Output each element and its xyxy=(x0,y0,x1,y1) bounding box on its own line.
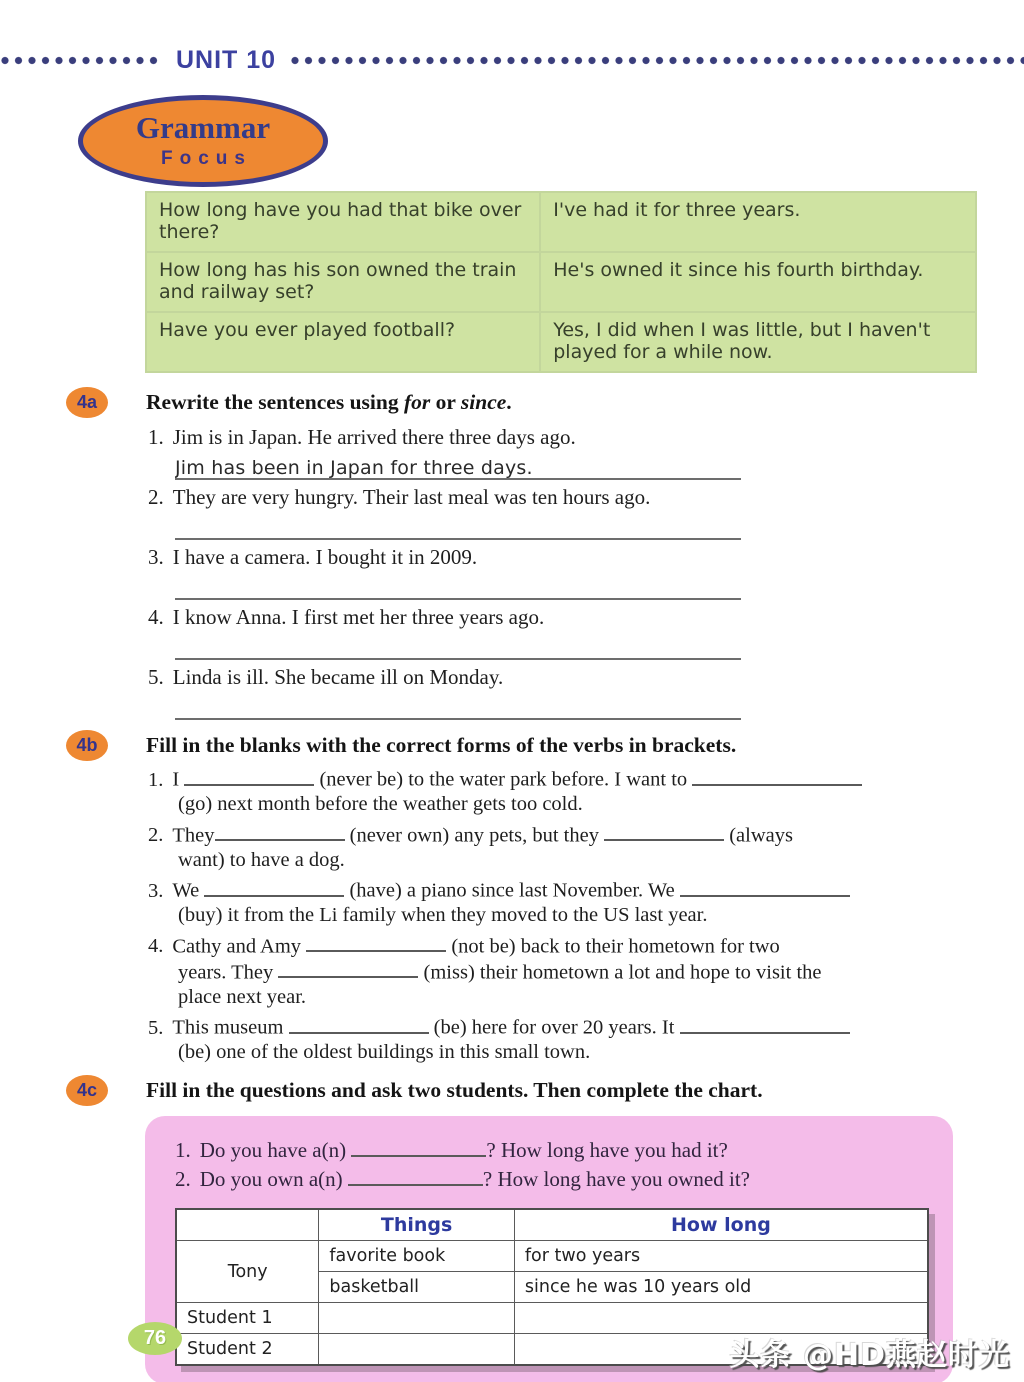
section-4a-header xyxy=(66,387,1024,418)
item-number: 5. xyxy=(148,1016,164,1039)
item-number: 5. xyxy=(148,665,164,690)
item-number: 3. xyxy=(148,545,164,570)
table-row xyxy=(146,312,976,372)
sentence-text: I have a camera. I bought it in 2009. xyxy=(172,545,478,570)
table-row xyxy=(176,1241,928,1272)
item-number: 1. xyxy=(148,425,164,450)
sentence-text: They are very hungry. Their last meal was ten hours ago. xyxy=(172,485,651,510)
answer-line xyxy=(175,630,741,660)
things-header-cell: Things xyxy=(319,1209,515,1241)
howlong-cell: since he was 10 years old xyxy=(514,1272,928,1303)
answer-blank xyxy=(306,933,446,952)
empty-cell xyxy=(514,1303,928,1334)
table-row xyxy=(176,1303,928,1334)
sentence xyxy=(148,664,986,690)
item-number: 1. xyxy=(148,768,164,791)
thing-cell: basketball xyxy=(319,1272,515,1303)
sentence-text: (not be) back to their hometown for two xyxy=(451,935,780,958)
answer-blank xyxy=(604,822,724,841)
question-cell: How long have you had that bike over there? xyxy=(146,192,540,252)
sentence-text: years. They xyxy=(178,961,274,984)
title-italic-word: since xyxy=(460,390,507,415)
grammar-focus-table xyxy=(145,191,977,373)
sentence xyxy=(148,544,986,570)
sentence-text: This museum xyxy=(172,1016,284,1039)
title-italic-word: for xyxy=(403,390,431,415)
table-row xyxy=(146,252,976,312)
exercise-item xyxy=(148,604,986,660)
empty-cell xyxy=(319,1303,515,1334)
section-4b-items xyxy=(148,766,988,1064)
question-cell: How long has his son owned the train and railway set? xyxy=(146,252,540,312)
answer-blank xyxy=(215,822,345,841)
sentence-text: They xyxy=(172,824,215,847)
dotted-rule-left xyxy=(0,55,162,66)
name-cell: Student 1 xyxy=(176,1303,319,1334)
question-cell: Have you ever played football? xyxy=(146,312,540,372)
item-number: 3. xyxy=(148,879,164,902)
grammar-focus-word-focus: Focus xyxy=(161,148,252,169)
answer-cell: Yes, I did when I was little, but I haven't played for a while now. xyxy=(540,312,976,372)
exercise-item xyxy=(148,822,988,872)
unit-title: UNIT 10 xyxy=(176,46,277,74)
sentence-text: I know Anna. I first met her three years ago. xyxy=(172,605,545,630)
answer-line xyxy=(175,570,741,600)
sentence-text: Linda is ill. She became ill on Monday. xyxy=(172,665,504,690)
sentence-text: (miss) their hometown a lot and hope to visit the xyxy=(423,961,822,984)
item-number: 2. xyxy=(175,1166,191,1191)
answer-blank xyxy=(184,766,314,785)
empty-cell xyxy=(319,1334,515,1365)
exercise-item xyxy=(148,933,988,1009)
section-4c-title: Fill in the questions and ask two students. Then complete the chart. xyxy=(146,1077,763,1102)
section-4a-badge: 4a xyxy=(66,387,108,418)
item-number: 1. xyxy=(175,1137,191,1162)
section-4a-items xyxy=(148,424,986,720)
table-header-row xyxy=(176,1209,928,1241)
answer-blank xyxy=(692,766,862,785)
chart-question xyxy=(175,1165,929,1194)
handwritten-answer: Jim has been in Japan for three days. xyxy=(175,457,533,480)
sentence-text: (go) next month before the weather gets too cold. xyxy=(178,793,583,816)
sentence-text: Cathy and Amy xyxy=(172,935,302,958)
item-number: 2. xyxy=(148,485,164,510)
answer-line xyxy=(175,510,741,540)
exercise-item xyxy=(148,877,988,927)
answer-line xyxy=(175,450,741,480)
exercise-item xyxy=(148,484,986,540)
grammar-focus-word-grammar: Grammar xyxy=(135,110,271,145)
sentence-text: (never be) to the water park before. I want to xyxy=(319,768,688,791)
section-4c-badge: 4c xyxy=(66,1075,108,1106)
name-cell: Tony xyxy=(176,1241,319,1303)
answer-cell: I've had it for three years. xyxy=(540,192,976,252)
answer-blank xyxy=(204,877,344,896)
empty-header-cell xyxy=(176,1209,319,1241)
sentence-text: (be) here for over 20 years. It xyxy=(433,1016,675,1039)
sentence-text: (be) one of the oldest buildings in this small town. xyxy=(178,1041,591,1063)
howlong-header-cell: How long xyxy=(514,1209,928,1241)
title-text: . xyxy=(506,390,512,415)
answer-cell: He's owned it since his fourth birthday. xyxy=(540,252,976,312)
page-number-badge: 76 xyxy=(128,1322,182,1355)
section-4b-title: Fill in the blanks with the correct forms of the verbs in brackets. xyxy=(146,733,737,758)
sentence xyxy=(148,484,986,510)
sentence-text: (never own) any pets, but they xyxy=(349,824,599,847)
answer-blank xyxy=(278,959,418,978)
title-text: or xyxy=(435,390,456,415)
section-4a-title xyxy=(146,390,512,415)
answer-blank xyxy=(680,1014,850,1033)
table-row xyxy=(146,192,976,252)
sentence xyxy=(148,604,986,630)
answer-blank xyxy=(351,1137,486,1157)
thing-cell: favorite book xyxy=(319,1241,515,1272)
sentence xyxy=(148,424,986,450)
question-text: ? How long have you had it? xyxy=(486,1137,728,1162)
title-text: Rewrite the sentences using xyxy=(146,390,399,415)
question-text: ? How long have you owned it? xyxy=(482,1166,750,1191)
sentence-text: We xyxy=(172,879,200,902)
exercise-item xyxy=(148,424,986,480)
question-text: Do you own a(n) xyxy=(199,1166,343,1191)
chart-question xyxy=(175,1136,929,1165)
grammar-focus-badge xyxy=(78,95,328,187)
name-cell: Student 2 xyxy=(176,1334,319,1365)
unit-header xyxy=(0,0,1024,75)
item-number: 2. xyxy=(148,824,164,847)
exercise-item xyxy=(148,1014,988,1064)
exercise-item xyxy=(148,664,986,720)
sentence-text: I xyxy=(172,768,180,791)
sentence-text: (always xyxy=(729,824,793,847)
question-text: Do you have a(n) xyxy=(199,1137,347,1162)
sentence-text: want) to have a dog. xyxy=(178,848,345,871)
dotted-rule-right xyxy=(290,55,1024,66)
sentence-text: Jim is in Japan. He arrived there three days ago. xyxy=(172,425,576,450)
sentence-text: (have) a piano since last November. We xyxy=(349,879,675,902)
item-number: 4. xyxy=(148,605,164,630)
answer-line xyxy=(175,690,741,720)
section-4b-header xyxy=(66,730,1024,761)
answer-blank xyxy=(289,1014,429,1033)
sentence-text: (buy) it from the Li family when they moved to the US last year. xyxy=(178,904,708,927)
answer-blank xyxy=(680,877,850,896)
section-4b-badge: 4b xyxy=(66,730,108,761)
exercise-item xyxy=(148,544,986,600)
section-4c-header xyxy=(66,1075,1024,1106)
sentence-text: place next year. xyxy=(178,985,307,1008)
item-number: 4. xyxy=(148,935,164,958)
watermark: 头条 @HD燕赵时光 xyxy=(729,1338,1010,1373)
howlong-cell: for two years xyxy=(514,1241,928,1272)
exercise-item xyxy=(148,766,988,816)
answer-blank xyxy=(348,1166,483,1186)
